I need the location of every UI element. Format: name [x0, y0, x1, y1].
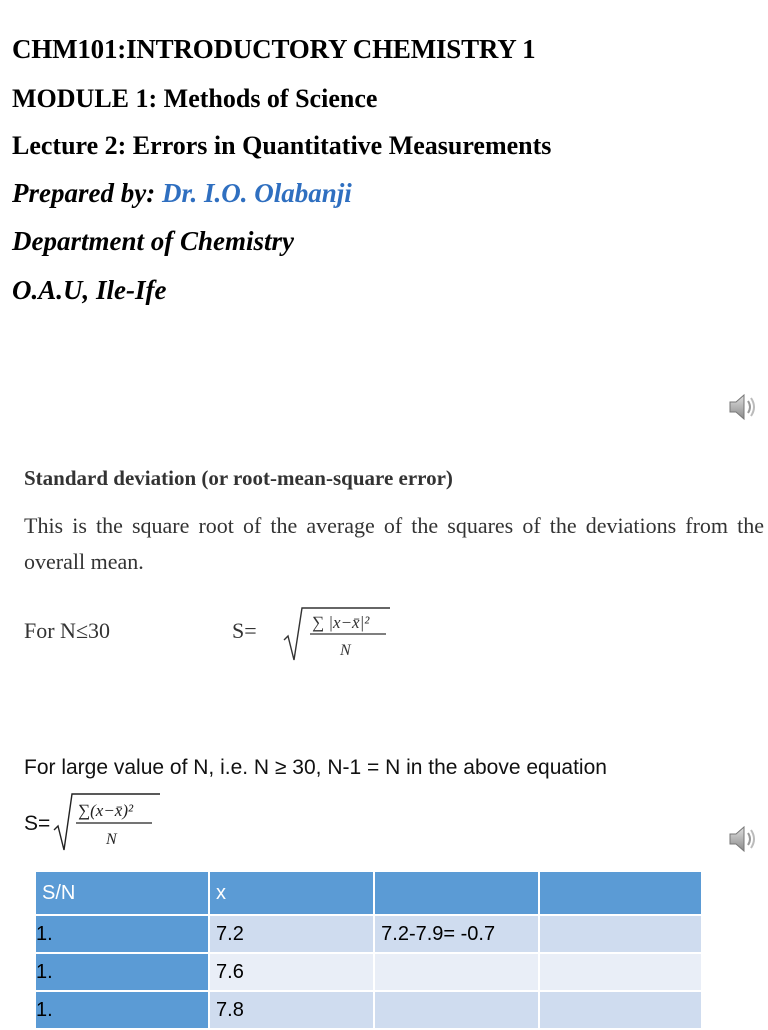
- small-n-label: For N≤30: [24, 618, 111, 643]
- table-row: [35, 953, 702, 991]
- cell-x: 7.6: [209, 953, 374, 991]
- definition-paragraph: This is the square root of the average of the squares of the deviations from the overall mean.: [24, 513, 764, 574]
- s-equals-label: S=: [232, 618, 257, 643]
- lecture-title: Lecture 2: Errors in Quantitative Measurements: [12, 131, 552, 160]
- cell-empty: [539, 991, 702, 1029]
- speaker-icon[interactable]: [726, 822, 760, 856]
- formula1-numerator: ∑ |x−x̄|²: [312, 613, 370, 632]
- cell-sn: 1.: [35, 915, 209, 953]
- cell-deviation: 7.2-7.9= -0.7: [374, 915, 539, 953]
- col-header-x: x: [209, 871, 374, 915]
- cell-deviation: [374, 991, 539, 1029]
- formula-large-n: [52, 788, 162, 854]
- module-title: MODULE 1: Methods of Science: [12, 84, 378, 113]
- col-header-sn: S/N: [35, 871, 209, 915]
- speaker-icon[interactable]: [726, 390, 760, 424]
- table-row: [35, 991, 702, 1029]
- col-header-4: [539, 871, 702, 915]
- std-deviation-slide: [0, 440, 768, 1024]
- deviation-table: [34, 870, 703, 1030]
- cell-empty: [539, 915, 702, 953]
- institution: O.A.U, Ile-Ife: [12, 275, 167, 305]
- cell-empty: [539, 953, 702, 991]
- formula2-denominator: N: [106, 831, 117, 848]
- course-title: CHM101:INTRODUCTORY CHEMISTRY 1: [12, 34, 536, 64]
- author-name: Dr. I.O. Olabanji: [161, 178, 352, 208]
- prepared-label: Prepared by:: [12, 178, 156, 208]
- prepared-by: [12, 178, 352, 209]
- cell-x: 7.8: [209, 991, 374, 1029]
- formula2-numerator: ∑(x−x̄)²: [78, 801, 134, 820]
- title-slide: [0, 0, 768, 440]
- formula1-denominator: N: [340, 642, 351, 659]
- table-header-row: [35, 871, 702, 915]
- table-row: [35, 915, 702, 953]
- cell-x: 7.2: [209, 915, 374, 953]
- cell-sn: 1.: [35, 953, 209, 991]
- department: Department of Chemistry: [12, 226, 294, 256]
- section-title: Standard deviation (or root-mean-square error): [24, 466, 453, 490]
- cell-deviation: [374, 953, 539, 991]
- s-equals-label-2: S=: [24, 812, 51, 835]
- col-header-3: [374, 871, 539, 915]
- large-n-text: For large value of N, i.e. N ≥ 30, N-1 = N in the above equation: [24, 756, 607, 779]
- cell-sn: 1.: [35, 991, 209, 1029]
- formula-small-n: [282, 600, 392, 664]
